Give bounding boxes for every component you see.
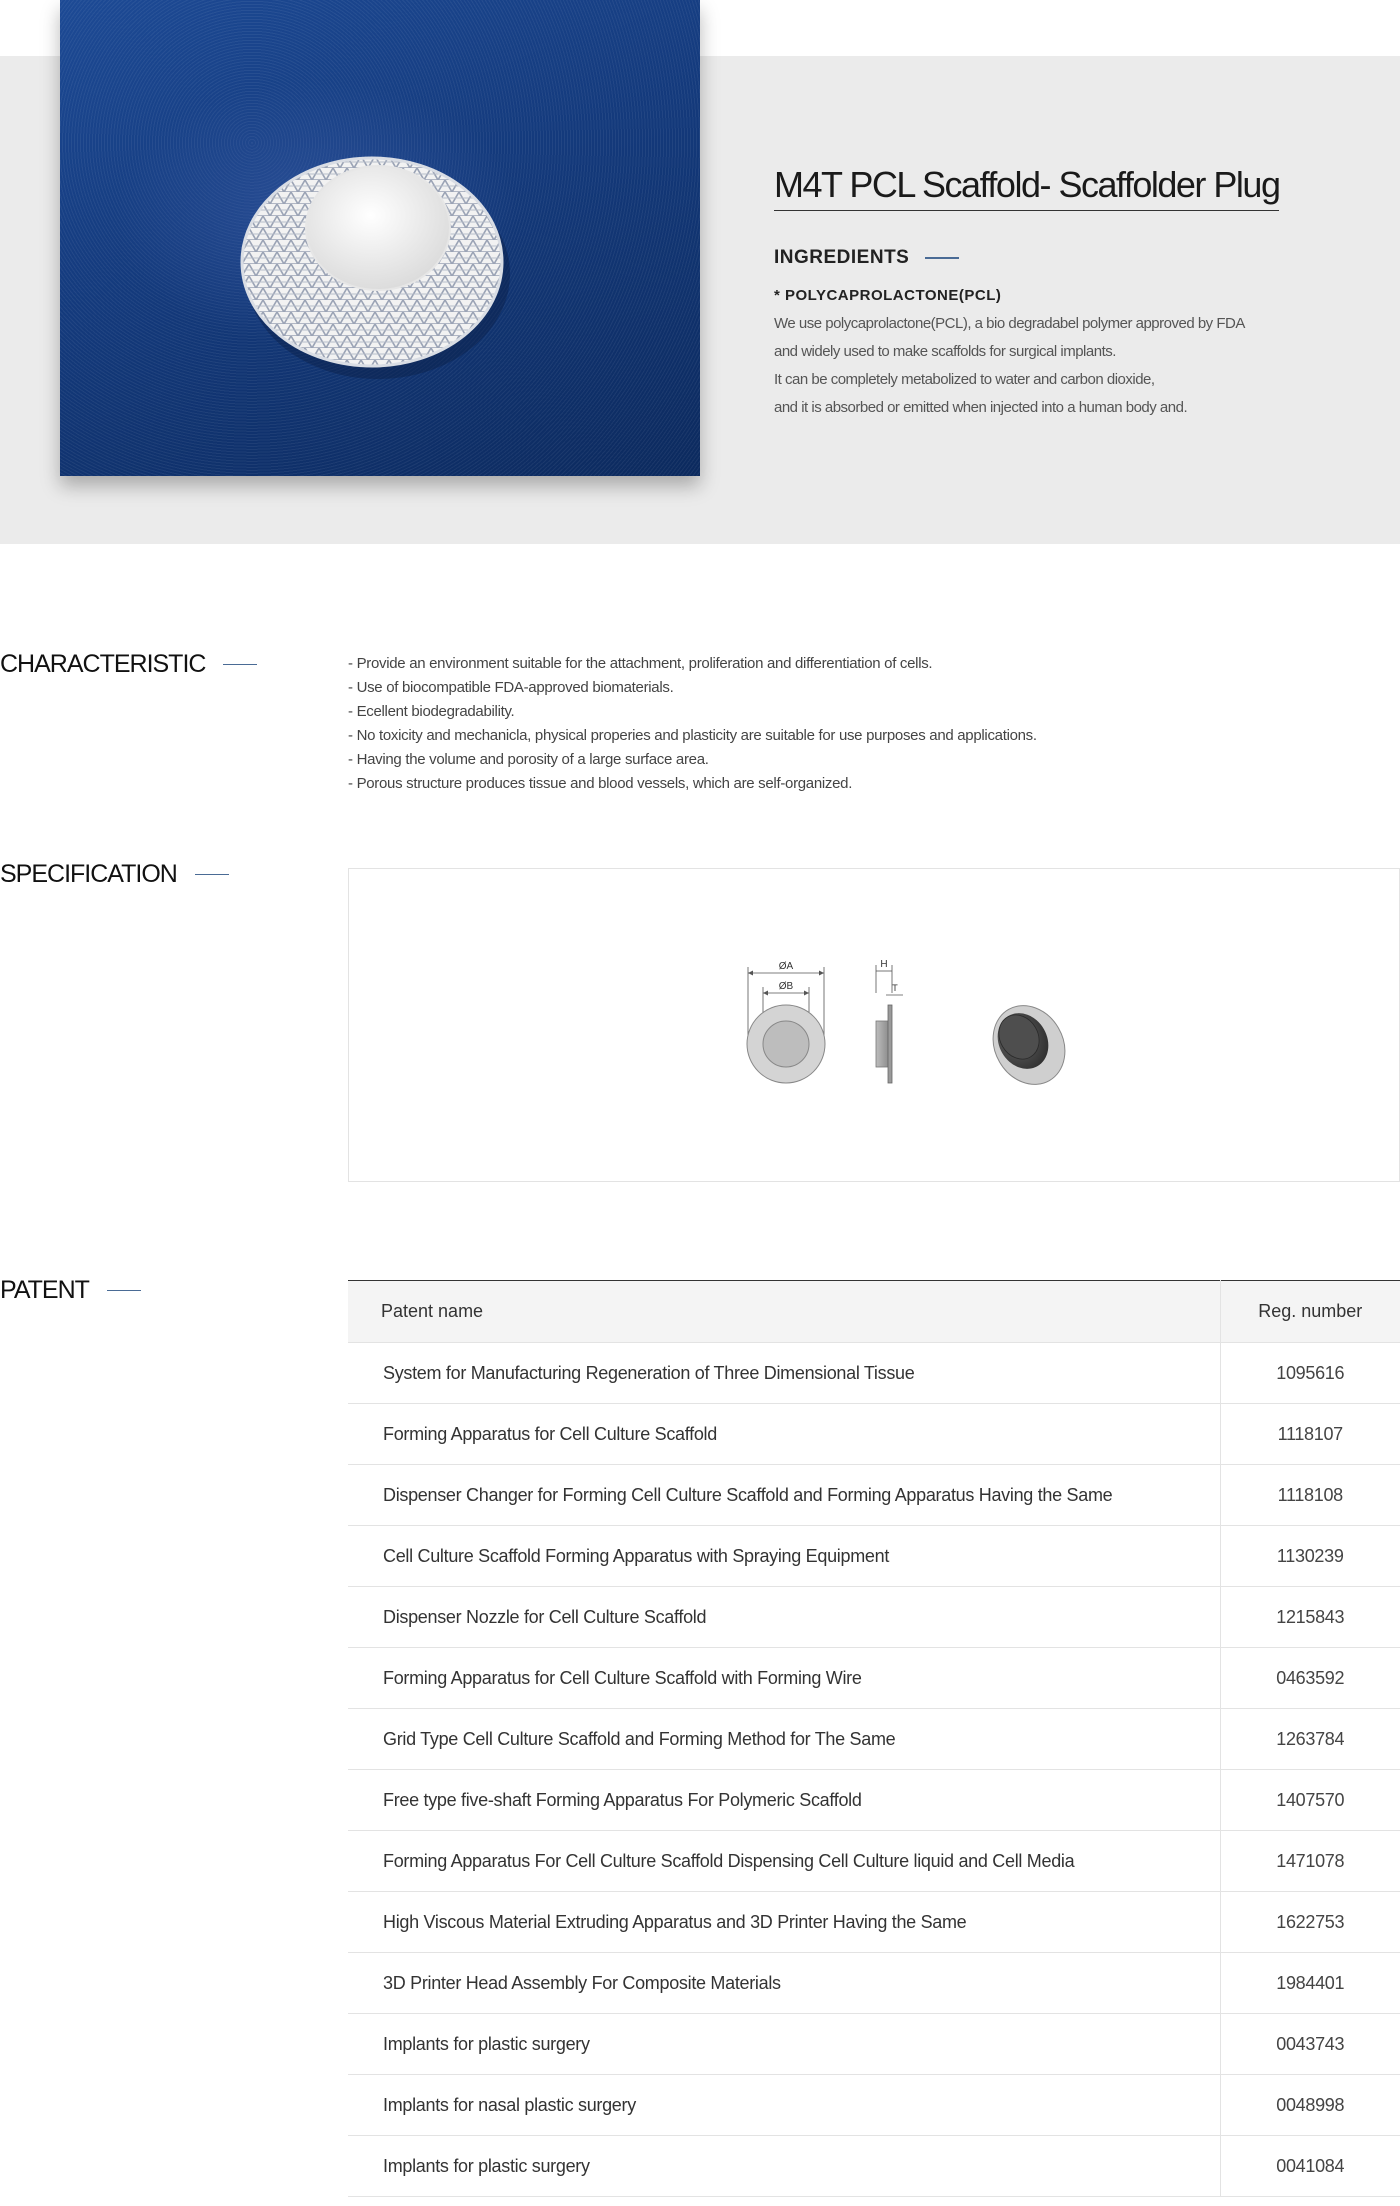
patent-name-cell: Forming Apparatus for Cell Culture Scaffold: [348, 1404, 1220, 1465]
reg-number-cell: 1407570: [1220, 1770, 1400, 1831]
heading-dash: [925, 257, 959, 259]
isometric-view: [979, 992, 1079, 1097]
column-header-reg-number: Reg. number: [1220, 1281, 1400, 1343]
patent-name-cell: Implants for plastic surgery: [348, 2136, 1220, 2197]
column-header-patent-name: Patent name: [348, 1281, 1220, 1343]
patent-name-cell: Forming Apparatus for Cell Culture Scaffold with Forming Wire: [348, 1648, 1220, 1709]
list-item: - Provide an environment suitable for the attachment, proliferation and differentiation of cells.: [348, 655, 933, 672]
reg-number-cell: 1471078: [1220, 1831, 1400, 1892]
dimension-drawing: [349, 869, 1400, 1183]
table-row: [348, 2014, 1400, 2075]
table-row: [348, 1648, 1400, 1709]
specification-heading: [0, 860, 229, 889]
patent-name-cell: Forming Apparatus For Cell Culture Scaffold Dispensing Cell Culture liquid and Cell Media: [348, 1831, 1220, 1892]
reg-number-cell: 1622753: [1220, 1892, 1400, 1953]
ingredient-line: It can be completely metabolized to water and carbon dioxide,: [774, 371, 1155, 388]
patent-name-cell: Cell Culture Scaffold Forming Apparatus with Spraying Equipment: [348, 1526, 1220, 1587]
table-row: [348, 1770, 1400, 1831]
table-row: [348, 1404, 1400, 1465]
ingredient-line: We use polycaprolactone(PCL), a bio degradabel polymer approved by FDA: [774, 315, 1245, 332]
reg-number-cell: 1263784: [1220, 1709, 1400, 1770]
ingredient-name: * POLYCAPROLACTONE(PCL): [774, 287, 1002, 304]
patent-name-cell: Implants for nasal plastic surgery: [348, 2075, 1220, 2136]
ingredients-title: INGREDIENTS: [774, 247, 910, 268]
reg-number-cell: 1118108: [1220, 1465, 1400, 1526]
reg-number-cell: 0463592: [1220, 1648, 1400, 1709]
product-photo: [60, 0, 700, 476]
list-item: - Use of biocompatible FDA-approved biomaterials.: [348, 679, 674, 696]
ingredient-line: and it is absorbed or emitted when injected into a human body and.: [774, 399, 1188, 416]
list-item: - Porous structure produces tissue and blood vessels, which are self-organized.: [348, 775, 853, 792]
table-row: [348, 2136, 1400, 2197]
patent-table: [348, 1280, 1400, 2197]
list-item: - Ecellent biodegradability.: [348, 703, 515, 720]
reg-number-cell: 0043743: [1220, 2014, 1400, 2075]
heading-dash: [107, 1290, 141, 1292]
patent-name-cell: Grid Type Cell Culture Scaffold and Forming Method for The Same: [348, 1709, 1220, 1770]
ingredients-heading: [774, 247, 1334, 269]
heading-dash: [223, 664, 257, 666]
reg-number-cell: 1130239: [1220, 1526, 1400, 1587]
specification-label: SPECIFICATION: [0, 860, 177, 888]
dimension-label-outer: ØA: [778, 961, 794, 972]
specification-diagram: [348, 868, 1400, 1182]
table-header-row: [348, 1281, 1400, 1343]
characteristic-label: CHARACTERISTIC: [0, 650, 206, 678]
ingredient-description: [774, 310, 1334, 422]
patent-label: PATENT: [0, 1276, 89, 1304]
patent-name-cell: Dispenser Changer for Forming Cell Culture Scaffold and Forming Apparatus Having the Same: [348, 1465, 1220, 1526]
scaffold-plug-image: [60, 0, 700, 476]
table-row: [348, 1343, 1400, 1404]
reg-number-cell: 1984401: [1220, 1953, 1400, 2014]
reg-number-cell: 0048998: [1220, 2075, 1400, 2136]
table-row: [348, 1831, 1400, 1892]
characteristic-heading: [0, 650, 257, 679]
table-row: [348, 1587, 1400, 1648]
side-view: [876, 959, 903, 1083]
list-item: - No toxicity and mechanicla, physical properies and plasticity are suitable for use purposes and applications.: [348, 727, 1037, 744]
dimension-label-inner: ØB: [778, 981, 794, 992]
reg-number-cell: 1095616: [1220, 1343, 1400, 1404]
patent-name-cell: System for Manufacturing Regeneration of Three Dimensional Tissue: [348, 1343, 1220, 1404]
patent-name-cell: 3D Printer Head Assembly For Composite Materials: [348, 1953, 1220, 2014]
dimension-label-height: H: [880, 959, 888, 970]
heading-dash: [195, 874, 229, 876]
dimension-label-thickness: T: [892, 983, 898, 993]
reg-number-cell: 0041084: [1220, 2136, 1400, 2197]
table-row: [348, 1709, 1400, 1770]
patent-name-cell: High Viscous Material Extruding Apparatus and 3D Printer Having the Same: [348, 1892, 1220, 1953]
patent-name-cell: Dispenser Nozzle for Cell Culture Scaffold: [348, 1587, 1220, 1648]
table-row: [348, 1526, 1400, 1587]
patent-name-cell: Free type five-shaft Forming Apparatus For Polymeric Scaffold: [348, 1770, 1220, 1831]
patent-name-cell: Implants for plastic surgery: [348, 2014, 1220, 2075]
reg-number-cell: 1118107: [1220, 1404, 1400, 1465]
characteristic-list: [348, 652, 1348, 796]
hero-text: [774, 164, 1334, 422]
patent-heading: [0, 1276, 141, 1305]
front-view: [747, 961, 825, 1083]
reg-number-cell: 1215843: [1220, 1587, 1400, 1648]
table-row: [348, 2075, 1400, 2136]
table-row: [348, 1465, 1400, 1526]
table-row: [348, 1953, 1400, 2014]
product-title: M4T PCL Scaffold- Scaffolder Plug: [774, 164, 1279, 211]
ingredient-line: and widely used to make scaffolds for surgical implants.: [774, 343, 1116, 360]
list-item: - Having the volume and porosity of a large surface area.: [348, 751, 709, 768]
table-row: [348, 1892, 1400, 1953]
